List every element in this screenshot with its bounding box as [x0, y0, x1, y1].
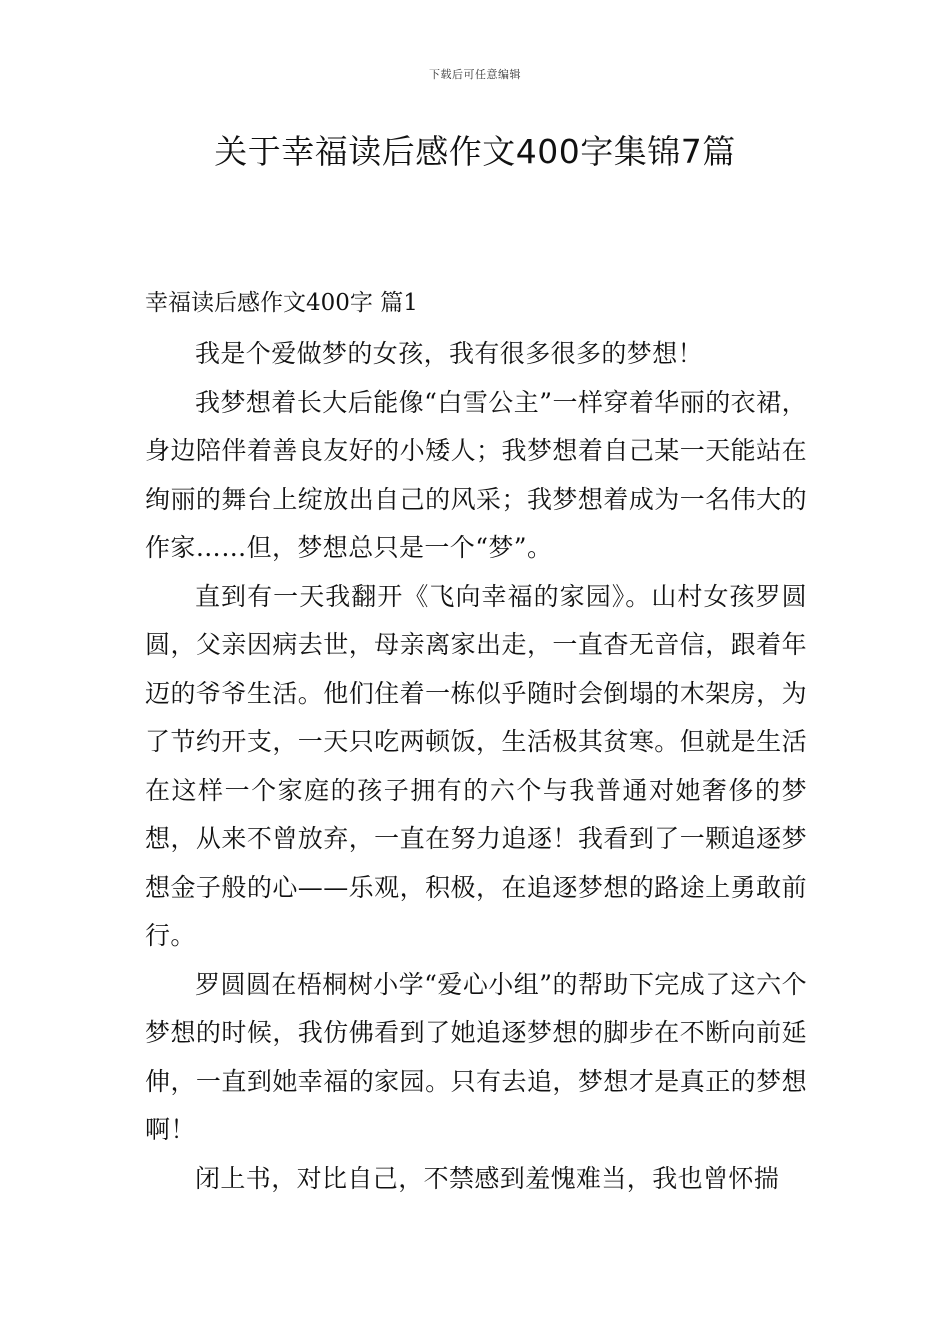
paragraph: 我是个爱做梦的女孩，我有很多很多的梦想！ [195, 339, 704, 368]
paragraph: 直到有一天我翻开《飞向幸福的家园》。山村女孩罗圆圆，父亲因病去世，母亲离家出走，一直杳无音信，跟着年迈的爷爷生活。他们住着一栋似乎随时会倒塌的木架房，为了节约开支，一天只吃两顿饭，生活极其贫寒。但就是生活在这样一个家庭的孩子拥有的六个与我普通对她奢侈的梦想，从来不曾放弃，一直在努力追逐！我看到了一颗追逐梦想金子般的心——乐观，积极，在追逐梦想的路途上勇敢前行。 [145, 581, 807, 950]
document-title: 关于幸福读后感作文400字集锦7篇 [214, 132, 736, 171]
paragraph: 罗圆圆在梧桐树小学“爱心小组”的帮助下完成了这六个梦想的时候，我仿佛看到了她追逐梦想的脚步在不断向前延伸，一直到她幸福的家园。只有去追，梦想才是真正的梦想啊！ [145, 969, 807, 1144]
paragraph: 我梦想着长大后能像“白雪公主”一样穿着华丽的衣裙，身边陪伴着善良友好的小矮人；我梦想着自己某一天能站在绚丽的舞台上绽放出自己的风采；我梦想着成为一名伟大的作家……但，梦想总只是一个“梦”。 [145, 387, 807, 562]
header-note: 下载后可任意编辑 [429, 68, 521, 81]
section-heading: 幸福读后感作文400字 篇1 [145, 290, 418, 316]
paragraph: 闭上书，对比自己，不禁感到羞愧难当，我也曾怀揣 [195, 1163, 780, 1193]
article-body [145, 330, 807, 1203]
